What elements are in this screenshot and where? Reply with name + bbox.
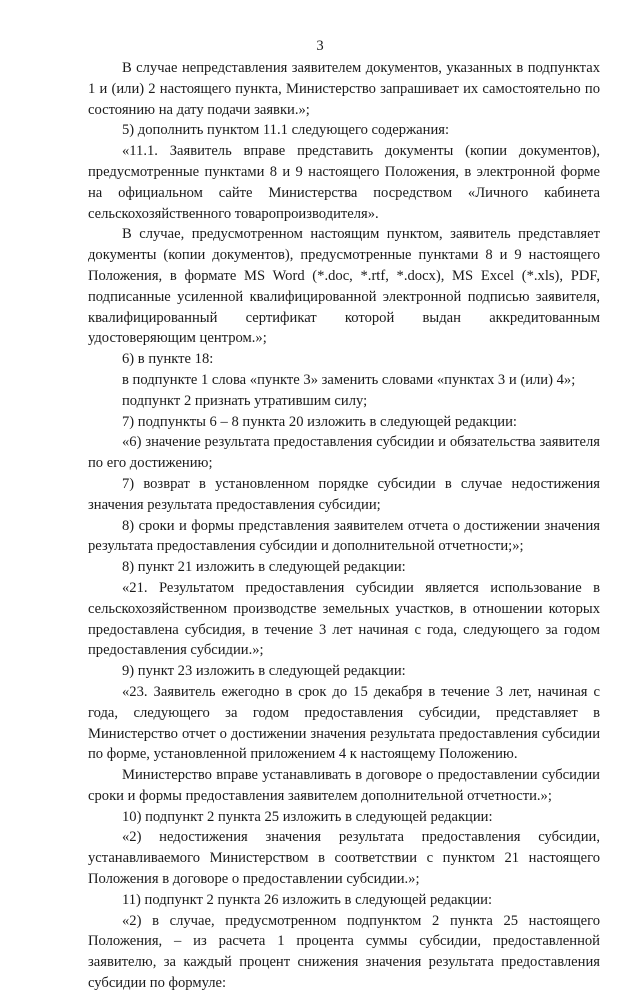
paragraph: В случае непредставления заявителем документов, указанных в подпунктах 1 и (или) 2 настоящего пункта, Министерство запрашивает их самостоятельно по состоянию на дату подачи заявки.»; — [88, 60, 600, 118]
paragraph: в подпункте 1 слова «пункте 3» заменить словами «пунктах 3 и (или) 4»; — [122, 371, 576, 388]
paragraph: В случае, предусмотренном настоящим пунктом, заявитель представляет документы (копии документов), предусмотренные пунктами 8 и 9 настоящего Положения, в формате MS Word (*.doc, *.rtf, *.docx), MS Excel (*.xls), PDF, подписанные усиленной квалифицированной электронной подписью заявителя, квалифицированный сертификат которой выдан аккредитованным удостоверяющим центром.»; — [88, 226, 600, 347]
paragraph: «2) в случае, предусмотренном подпунктом 2 пункта 25 настоящего Положения, – из расчета 1 процента суммы субсидии, предоставленной заявителю, за каждый процент снижения значения результата предоставления субсидии по формуле: — [88, 912, 600, 992]
paragraph: 7) подпункты 6 – 8 пункта 20 изложить в следующей редакции: — [122, 413, 517, 430]
paragraph: «6) значение результата предоставления субсидии и обязательства заявителя по его достижению; — [88, 434, 600, 472]
paragraph: 5) дополнить пунктом 11.1 следующего содержания: — [122, 122, 450, 139]
paragraph: «11.1. Заявитель вправе представить документы (копии документов), предусмотренные пунктами 8 и 9 настоящего Положения, в электронной форме на официальном сайте Министерства посредством «Личного кабинета сельскохозяйственного товаропроизводителя». — [88, 143, 600, 222]
paragraph: 9) пункт 23 изложить в следующей редакции: — [122, 663, 406, 680]
paragraph: 11) подпункт 2 пункта 26 изложить в следующей редакции: — [122, 891, 493, 908]
page-number: 3 — [316, 38, 324, 54]
paragraph: «21. Результатом предоставления субсидии является использование в сельскохозяйственном производстве земельных участков, в отношении которых предоставлена субсидия, в течение 3 лет начиная с года, следующего за годом предоставления субсидии.»; — [88, 579, 600, 659]
paragraph: 6) в пункте 18: — [122, 351, 214, 368]
paragraph: 7) возврат в установленном порядке субсидии в случае недостижения значения результата предоставления субсидии; — [88, 475, 600, 513]
paragraph: 8) сроки и формы представления заявителем отчета о достижении значения результата предоставления субсидии и дополнительной отчетности;»; — [88, 517, 600, 555]
document-body — [88, 58, 600, 994]
paragraph: 10) подпункт 2 пункта 25 изложить в следующей редакции: — [122, 808, 493, 825]
paragraph: Министерство вправе устанавливать в договоре о предоставлении субсидии сроки и формы предоставления заявителем дополнительной отчетности.»; — [88, 767, 600, 804]
paragraph: «2) недостижения значения результата предоставления субсидии, устанавливаемого Министерством в соответствии с пунктом 21 настоящего Положения в договоре о предоставлении субсидии.»; — [88, 829, 600, 888]
paragraph: 8) пункт 21 изложить в следующей редакции: — [122, 559, 406, 576]
paragraph: подпункт 2 признать утратившим силу; — [122, 392, 368, 409]
paragraph: «23. Заявитель ежегодно в срок до 15 декабря в течение 3 лет, начиная с года, следующего за годом предоставления субсидии, представляет в Министерство отчет о достижении значения результата предоставления субсидии по форме, установленной приложением 4 к настоящему Положению. — [88, 683, 600, 763]
